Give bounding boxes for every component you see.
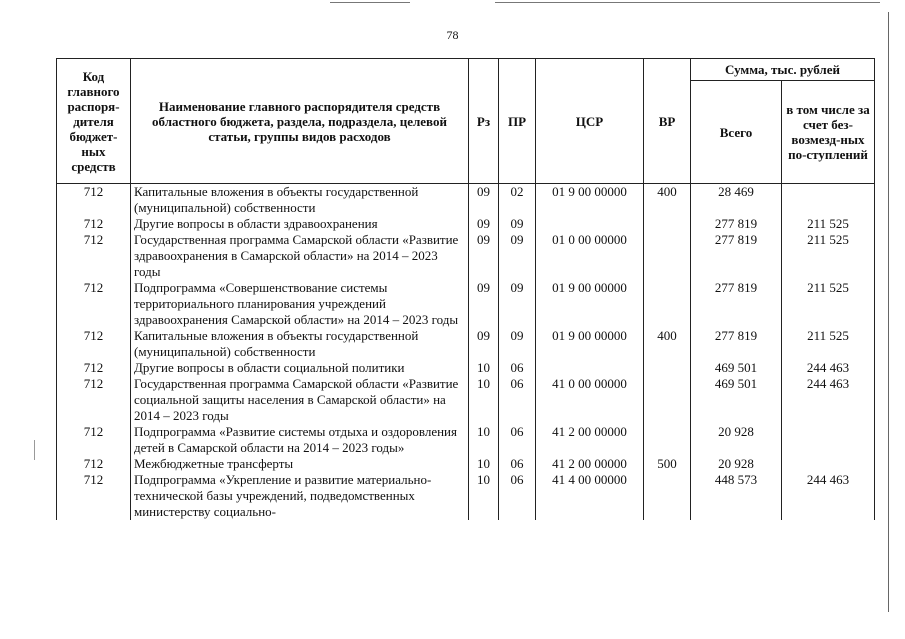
header-pr: ПР: [499, 59, 536, 184]
cell-name: Другие вопросы в области здравоохранения: [131, 216, 469, 232]
cell-csr: 01 9 00 00000: [536, 280, 644, 328]
cell-code: 712: [57, 360, 131, 376]
cell-including: 211 525: [782, 232, 875, 280]
cell-code: 712: [57, 456, 131, 472]
cell-rz: 09: [469, 232, 499, 280]
cell-pr: 09: [499, 232, 536, 280]
cell-csr: [536, 360, 644, 376]
header-vr: ВР: [644, 59, 691, 184]
cell-including: 244 463: [782, 360, 875, 376]
table-body: [57, 184, 875, 521]
cell-name: Подпрограмма «Развитие системы отдыха и оздоровления детей в Самарской области на 2014 – 2023 годы»: [131, 424, 469, 456]
table-row: [57, 280, 875, 328]
cell-code: 712: [57, 184, 131, 217]
cell-pr: 02: [499, 184, 536, 217]
page-number: 78: [446, 28, 459, 42]
cell-including: 211 525: [782, 216, 875, 232]
cell-pr: 09: [499, 216, 536, 232]
cell-including: [782, 456, 875, 472]
cell-rz: 10: [469, 472, 499, 520]
cell-vr: [644, 280, 691, 328]
cell-csr: [536, 216, 644, 232]
table-row: [57, 184, 875, 217]
cell-csr: 41 2 00 00000: [536, 456, 644, 472]
cell-pr: 06: [499, 360, 536, 376]
header-total: Всего: [691, 81, 782, 184]
table-row: [57, 376, 875, 424]
cell-code: 712: [57, 216, 131, 232]
cell-pr: 06: [499, 456, 536, 472]
cell-code: 712: [57, 376, 131, 424]
header-code: Код главного распоря-дителя бюджет-ных средств: [57, 59, 131, 184]
cell-total: 28 469: [691, 184, 782, 217]
cell-rz: 09: [469, 184, 499, 217]
header-rz: Рз: [469, 59, 499, 184]
cell-pr: 06: [499, 376, 536, 424]
cell-vr: [644, 424, 691, 456]
scan-top-line: [495, 2, 880, 3]
cell-total: 20 928: [691, 424, 782, 456]
cell-including: 244 463: [782, 472, 875, 520]
cell-code: 712: [57, 472, 131, 520]
cell-name: Другие вопросы в области социальной политики: [131, 360, 469, 376]
scan-top-line: [330, 2, 410, 3]
cell-name: Государственная программа Самарской области «Развитие здравоохранения в Самарской области» на 2014 – 2023 годы: [131, 232, 469, 280]
cell-vr: [644, 472, 691, 520]
cell-total: 277 819: [691, 216, 782, 232]
cell-rz: 10: [469, 424, 499, 456]
cell-name: Капитальные вложения в объекты государственной (муниципальной) собственности: [131, 328, 469, 360]
cell-vr: [644, 216, 691, 232]
cell-rz: 09: [469, 280, 499, 328]
cell-vr: 400: [644, 328, 691, 360]
cell-code: 712: [57, 232, 131, 280]
cell-csr: 01 0 00 00000: [536, 232, 644, 280]
cell-code: 712: [57, 424, 131, 456]
header-including: в том числе за счет без-возмезд-ных по-ступлений: [782, 81, 875, 184]
cell-pr: 09: [499, 280, 536, 328]
cell-pr: 09: [499, 328, 536, 360]
header-name: Наименование главного распорядителя средств областного бюджета, раздела, подраздела, целевой статьи, группы видов расходов: [131, 59, 469, 184]
cell-csr: 41 2 00 00000: [536, 424, 644, 456]
budget-table: [56, 58, 875, 520]
cell-pr: 06: [499, 472, 536, 520]
table-row: [57, 424, 875, 456]
table-row: [57, 216, 875, 232]
cell-including: [782, 184, 875, 217]
cell-total: 277 819: [691, 232, 782, 280]
cell-total: 20 928: [691, 456, 782, 472]
cell-vr: 500: [644, 456, 691, 472]
cell-csr: 01 9 00 00000: [536, 328, 644, 360]
cell-total: 469 501: [691, 360, 782, 376]
scan-edge-line: [34, 440, 35, 460]
cell-rz: 09: [469, 328, 499, 360]
cell-csr: 41 4 00 00000: [536, 472, 644, 520]
table-row: [57, 360, 875, 376]
scan-edge-line: [888, 12, 889, 612]
cell-including: 244 463: [782, 376, 875, 424]
cell-rz: 10: [469, 376, 499, 424]
cell-vr: [644, 376, 691, 424]
cell-vr: [644, 232, 691, 280]
cell-total: 277 819: [691, 328, 782, 360]
cell-code: 712: [57, 328, 131, 360]
cell-rz: 10: [469, 360, 499, 376]
cell-including: [782, 424, 875, 456]
table-header: [57, 59, 875, 184]
cell-including: 211 525: [782, 328, 875, 360]
cell-name: Подпрограмма «Совершенствование системы территориального планирования учреждений здравоохранения Самарской области» на 2014 – 2023 годы: [131, 280, 469, 328]
cell-vr: [644, 360, 691, 376]
table-row: [57, 472, 875, 520]
cell-vr: 400: [644, 184, 691, 217]
cell-total: 448 573: [691, 472, 782, 520]
header-sum: Сумма, тыс. рублей: [691, 59, 875, 81]
cell-csr: 41 0 00 00000: [536, 376, 644, 424]
table-row: [57, 232, 875, 280]
header-csr: ЦСР: [536, 59, 644, 184]
cell-name: Государственная программа Самарской области «Развитие социальной защиты населения в Самарской области» на 2014 – 2023 годы: [131, 376, 469, 424]
cell-total: 277 819: [691, 280, 782, 328]
table-row: [57, 328, 875, 360]
cell-csr: 01 9 00 00000: [536, 184, 644, 217]
cell-name: Подпрограмма «Укрепление и развитие материально-технической базы учреждений, подведомственных министерству социально-: [131, 472, 469, 520]
cell-including: 211 525: [782, 280, 875, 328]
cell-total: 469 501: [691, 376, 782, 424]
cell-name: Межбюджетные трансферты: [131, 456, 469, 472]
table-row: [57, 456, 875, 472]
cell-pr: 06: [499, 424, 536, 456]
cell-rz: 09: [469, 216, 499, 232]
cell-code: 712: [57, 280, 131, 328]
cell-rz: 10: [469, 456, 499, 472]
cell-name: Капитальные вложения в объекты государственной (муниципальной) собственности: [131, 184, 469, 217]
